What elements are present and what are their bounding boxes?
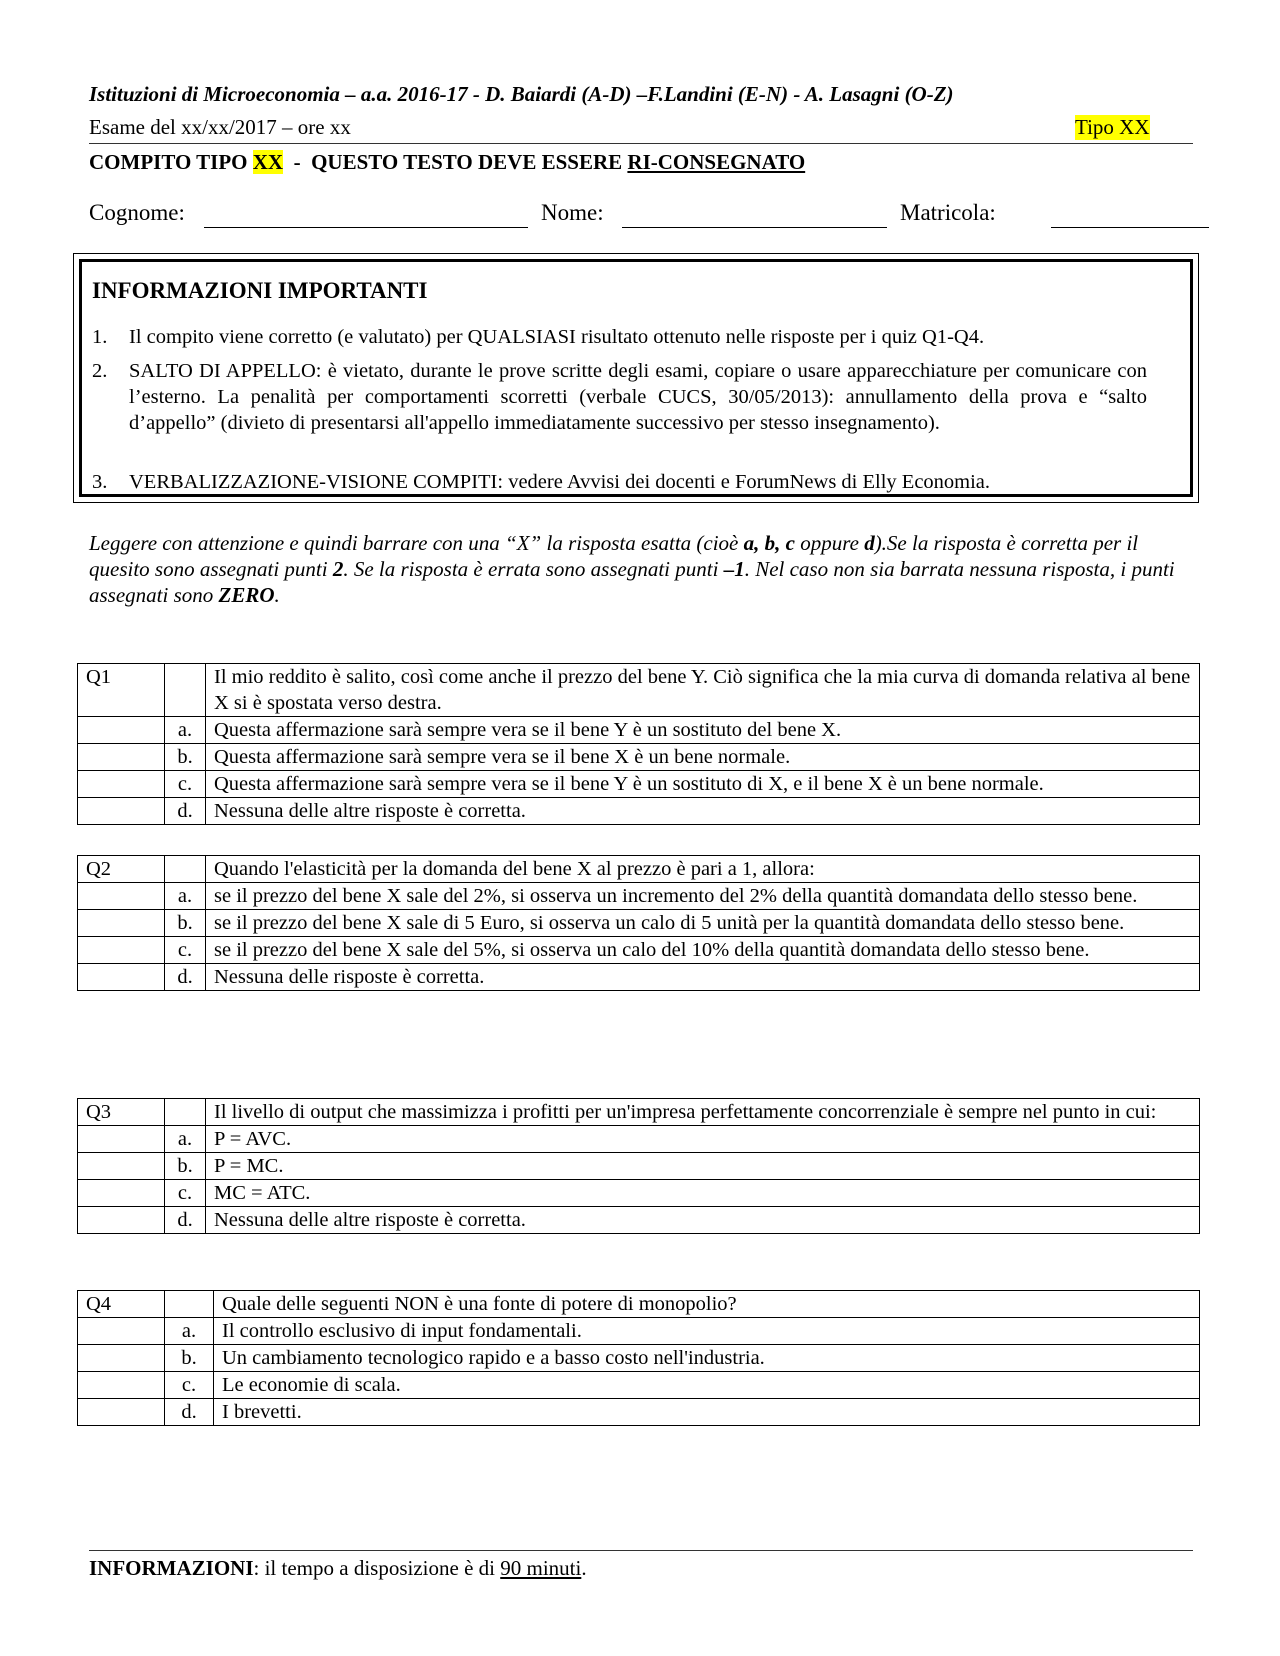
footer-time: 90 minuti xyxy=(500,1556,582,1580)
option-row[interactable] xyxy=(78,1153,1200,1180)
info-item xyxy=(92,358,1147,436)
option-text: se il prezzo del bene X sale del 2%, si osserva un incremento del 2% della quantità domandata dello stesso bene. xyxy=(206,883,1200,910)
question-text: Quando l'elasticità per la domanda del bene X al prezzo è pari a 1, allora: xyxy=(206,856,1200,883)
answer-mark-cell[interactable] xyxy=(78,964,165,991)
compito-code: XX xyxy=(252,150,284,174)
answer-mark-cell[interactable] xyxy=(78,717,165,744)
answer-mark-cell[interactable] xyxy=(78,744,165,771)
answer-mark-cell[interactable] xyxy=(78,1318,165,1345)
answer-mark-cell[interactable] xyxy=(78,798,165,825)
question-table-q2 xyxy=(77,855,1200,991)
option-row[interactable] xyxy=(78,910,1200,937)
option-letter-cell xyxy=(165,856,206,883)
question-row xyxy=(78,1291,1200,1318)
option-row[interactable] xyxy=(78,1372,1200,1399)
cognome-field[interactable] xyxy=(204,227,528,228)
instr-points-wrong: –1 xyxy=(723,557,745,581)
answer-mark-cell[interactable] xyxy=(78,1399,165,1426)
option-text: se il prezzo del bene X sale di 5 Euro, si osserva un calo di 5 unità per la quantità domandata dello stesso bene. xyxy=(206,910,1200,937)
option-text: Le economie di scala. xyxy=(214,1372,1200,1399)
option-row[interactable] xyxy=(78,964,1200,991)
info-item xyxy=(92,324,1147,350)
question-table-q3 xyxy=(77,1098,1200,1234)
matricola-label: Matricola: xyxy=(900,200,996,225)
option-text: se il prezzo del bene X sale del 5%, si osserva un calo del 10% della quantità domandata dello stesso bene. xyxy=(206,937,1200,964)
option-text: Questa affermazione sarà sempre vera se il bene X è un bene normale. xyxy=(206,744,1200,771)
cognome-label: Cognome: xyxy=(89,200,185,225)
option-row[interactable] xyxy=(78,1399,1200,1426)
option-row[interactable] xyxy=(78,717,1200,744)
instr-text: . Nel caso non sia barrata nessuna risposta, i punti assegnati sono xyxy=(89,557,1175,607)
question-text: Il livello di output che massimizza i profitti per un'impresa perfettamente concorrenziale è sempre nel punto in cui: xyxy=(206,1099,1200,1126)
option-letter: a. xyxy=(165,1318,214,1345)
answer-mark-cell[interactable] xyxy=(78,1372,165,1399)
option-row[interactable] xyxy=(78,1180,1200,1207)
answer-mark-cell[interactable] xyxy=(78,937,165,964)
info-item xyxy=(92,469,1147,495)
option-text: Nessuna delle altre risposte è corretta. xyxy=(206,1207,1200,1234)
option-text: MC = ATC. xyxy=(206,1180,1200,1207)
footer-end: . xyxy=(581,1556,587,1580)
option-text: Questa affermazione sarà sempre vera se il bene Y è un sostituto di X, e il bene X è un bene normale. xyxy=(206,771,1200,798)
option-letter: d. xyxy=(165,1207,206,1234)
option-row[interactable] xyxy=(78,771,1200,798)
question-id: Q3 xyxy=(78,1099,165,1126)
instr-text: ).Se la risposta è corretta per il quesito sono assegnati punti xyxy=(89,531,1139,581)
important-info-box xyxy=(73,253,1199,503)
question-table-q1 xyxy=(77,663,1200,825)
instr-text: . xyxy=(274,583,280,607)
compito-mid: - QUESTO TESTO DEVE ESSERE xyxy=(283,150,628,174)
compito-prefix: COMPITO TIPO xyxy=(89,150,253,174)
instr-text: Leggere con attenzione e quindi barrare con una “X” la risposta esatta (cioè xyxy=(89,531,744,555)
info-item-text: VERBALIZZAZIONE-VISIONE COMPITI: vedere Avvisi dei docenti e ForumNews di Elly Economia. xyxy=(129,471,991,493)
info-item-number: 1. xyxy=(92,326,108,348)
option-letter-cell xyxy=(165,1291,214,1318)
question-text: Il mio reddito è salito, così come anche il prezzo del bene Y. Ciò significa che la mia curva di domanda relativa al bene X si è spostata verso destra. xyxy=(206,664,1200,717)
footer-info xyxy=(89,1556,587,1581)
option-letter: b. xyxy=(165,1153,206,1180)
question-id: Q1 xyxy=(78,664,165,717)
option-letter: d. xyxy=(165,1399,214,1426)
instr-letter-c: c xyxy=(785,531,795,555)
option-text: Nessuna delle altre risposte è corretta. xyxy=(206,798,1200,825)
option-row[interactable] xyxy=(78,1345,1200,1372)
option-letter: a. xyxy=(165,883,206,910)
option-letter: c. xyxy=(165,771,206,798)
info-item-number: 2. xyxy=(92,360,108,382)
nome-label: Nome: xyxy=(541,200,604,225)
question-row xyxy=(78,856,1200,883)
option-row[interactable] xyxy=(78,1207,1200,1234)
option-letter: c. xyxy=(165,1180,206,1207)
option-letter: c. xyxy=(165,937,206,964)
option-text: Il controllo esclusivo di input fondamentali. xyxy=(214,1318,1200,1345)
option-text: P = MC. xyxy=(206,1153,1200,1180)
option-row[interactable] xyxy=(78,937,1200,964)
answer-mark-cell[interactable] xyxy=(78,1153,165,1180)
instr-sep: , xyxy=(775,531,786,555)
question-id: Q2 xyxy=(78,856,165,883)
question-id: Q4 xyxy=(78,1291,165,1318)
question-row xyxy=(78,1099,1200,1126)
option-letter: d. xyxy=(165,964,206,991)
option-letter: d. xyxy=(165,798,206,825)
option-text: I brevetti. xyxy=(214,1399,1200,1426)
option-text: Un cambiamento tecnologico rapido e a basso costo nell'industria. xyxy=(214,1345,1200,1372)
option-row[interactable] xyxy=(78,1318,1200,1345)
answer-mark-cell[interactable] xyxy=(78,883,165,910)
instr-letter-a: a xyxy=(743,531,755,555)
instructions-paragraph xyxy=(89,530,1199,608)
important-info-inner xyxy=(79,259,1193,497)
instr-letter-b: b xyxy=(764,531,776,555)
option-text: Questa affermazione sarà sempre vera se il bene Y è un sostituto del bene X. xyxy=(206,717,1200,744)
compito-notice xyxy=(89,150,805,175)
answer-mark-cell[interactable] xyxy=(78,771,165,798)
info-item-text: Il compito viene corretto (e valutato) per QUALSIASI risultato ottenuto nelle risposte per i quiz Q1-Q4. xyxy=(129,326,985,348)
option-row[interactable] xyxy=(78,798,1200,825)
instr-text: . Se la risposta è errata sono assegnati punti xyxy=(343,557,724,581)
question-text: Quale delle seguenti NON è una fonte di potere di monopolio? xyxy=(214,1291,1200,1318)
instr-points-zero: ZERO xyxy=(218,583,275,607)
answer-mark-cell[interactable] xyxy=(78,1207,165,1234)
exam-type-badge: Tipo XX xyxy=(1075,115,1150,139)
option-row[interactable] xyxy=(78,744,1200,771)
option-row[interactable] xyxy=(78,1126,1200,1153)
instr-text: oppure xyxy=(794,531,865,555)
exam-info-row xyxy=(89,115,1193,144)
option-letter: b. xyxy=(165,744,206,771)
option-text: Nessuna delle risposte è corretta. xyxy=(206,964,1200,991)
footer-text: : il tempo a disposizione è di xyxy=(253,1556,501,1580)
answer-mark-cell[interactable] xyxy=(78,1180,165,1207)
option-letter: b. xyxy=(165,910,206,937)
question-table-q4 xyxy=(77,1290,1200,1426)
info-item-text: SALTO DI APPELLO: è vietato, durante le prove scritte degli esami, copiare o usare apparecchiature per comunicare con l’esterno. La penalità per comportamenti scorretti (verbale CUCS, 30/05/2013): annullamento della prova e “salto d’appello” (divieto di presentarsi all'appello immediatamente successivo per stesso insegnamento). xyxy=(129,360,1147,434)
answer-mark-cell[interactable] xyxy=(78,1126,165,1153)
instr-letter-d: d xyxy=(864,531,875,555)
exam-date: Esame del xx/xx/2017 – ore xx xyxy=(89,115,351,139)
option-letter-cell xyxy=(165,1099,206,1126)
option-letter: b. xyxy=(165,1345,214,1372)
option-row[interactable] xyxy=(78,883,1200,910)
nome-field[interactable] xyxy=(622,227,887,228)
option-letter: c. xyxy=(165,1372,214,1399)
instr-sep: , xyxy=(754,531,765,555)
info-heading: INFORMAZIONI IMPORTANTI xyxy=(92,278,428,303)
course-title: Istituzioni di Microeconomia – a.a. 2016-17 - D. Baiardi (A-D) –F.Landini (E-N) - A. Lasagni (O-Z) xyxy=(89,82,954,106)
compito-suffix: RI-CONSEGNATO xyxy=(627,150,806,174)
matricola-field[interactable] xyxy=(1051,227,1209,228)
info-item-number: 3. xyxy=(92,471,108,493)
footer-divider xyxy=(89,1550,1193,1551)
answer-mark-cell[interactable] xyxy=(78,910,165,937)
option-letter: a. xyxy=(165,717,206,744)
footer-label: INFORMAZIONI xyxy=(89,1556,254,1580)
option-text: P = AVC. xyxy=(206,1126,1200,1153)
question-row xyxy=(78,664,1200,717)
instr-points-correct: 2 xyxy=(332,557,344,581)
answer-mark-cell[interactable] xyxy=(78,1345,165,1372)
option-letter: a. xyxy=(165,1126,206,1153)
option-letter-cell xyxy=(165,664,206,717)
